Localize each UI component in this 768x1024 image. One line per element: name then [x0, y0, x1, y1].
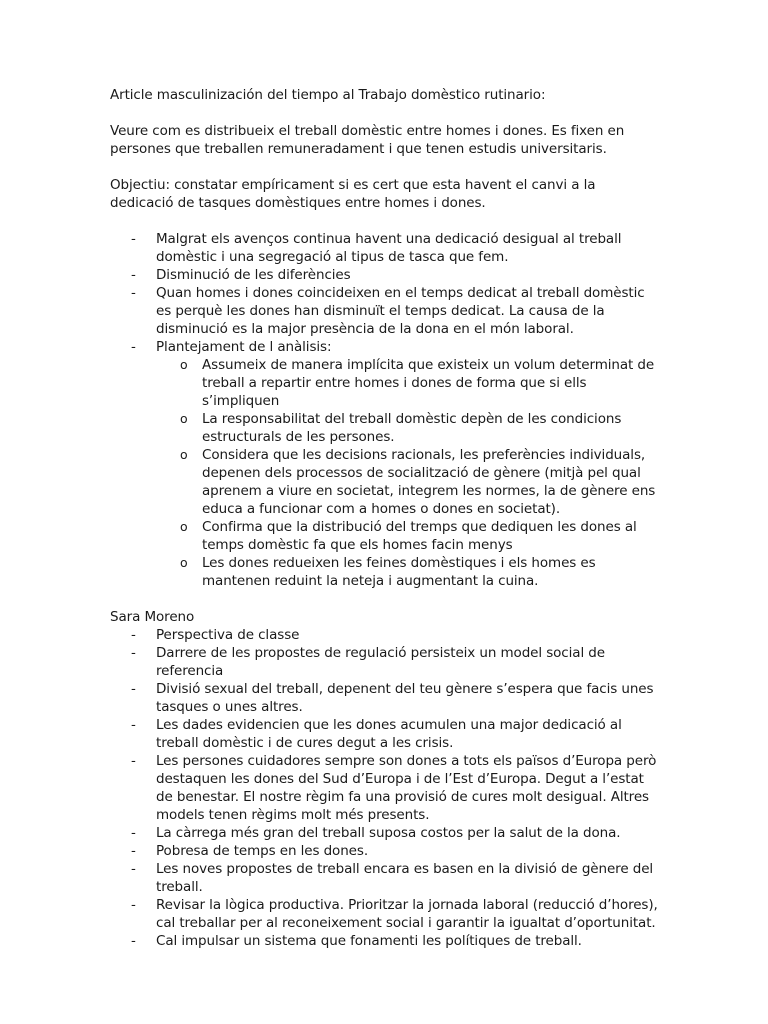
list-item-text: Darrere de les propostes de regulació persisteix un model social de referencia [156, 645, 605, 679]
list-item-text: Divisió sexual del treball, depenent del teu gènere s’espera que facis unes tasques o unes altres. [156, 681, 654, 715]
list-item-text: Les persones cuidadores sempre son dones a tots els països d’Europa però destaquen les dones del Sud d’Europa i de l’Est d’Europa. Degut a l’estat de benestar. El nostre règim fa una provisió de cures molt desigual. Altres models tenen règims molt més presents. [156, 753, 657, 823]
dash-bullet: - [131, 231, 136, 247]
list-item-text: Les noves propostes de treball encara es basen en la divisió de gènere del treball. [156, 861, 654, 895]
sub-list-item-text: La responsabilitat del treball domèstic depèn de les condicions estructurals de les persones. [202, 411, 622, 445]
dash-bullet: - [131, 267, 136, 283]
list-item [110, 626, 662, 644]
sub-list-item [156, 356, 662, 410]
list-item [110, 230, 662, 266]
circle-bullet: o [180, 519, 188, 534]
sub-list-item-text: Confirma que la distribució del tremps que dediquen les dones al temps domèstic fa que els homes facin menys [202, 519, 637, 553]
circle-bullet: o [180, 357, 188, 372]
sub-list-item-text: Considera que les decisions racionals, les preferències individuals, depenen dels processos de socialització de gènere (mitjà pel qual aprenem a viure en societat, integrem les normes, la de gènere ens educa a funcionar com a homes o dones en societat). [202, 447, 656, 517]
list-item [110, 284, 662, 338]
list-item-text: Revisar la lògica productiva. Prioritzar la jornada laboral (reducció d’hores), cal treballar per al reconeixement social i garantir la igualtat d’oportunitat. [156, 897, 658, 931]
sub-list-item-text: Les dones redueixen les feines domèstiques i els homes es mantenen reduint la neteja i augmentant la cuina. [202, 555, 596, 589]
list-item-text: Disminució de les diferències [156, 267, 351, 283]
list-item [110, 338, 662, 590]
list-item [110, 716, 662, 752]
list-item-text: Malgrat els avenços continua havent una dedicació desigual al treball domèstic i una segregació al tipus de tasca que fem. [156, 231, 622, 265]
dash-bullet: - [131, 933, 136, 949]
list-item [110, 824, 662, 842]
dash-bullet: - [131, 897, 136, 913]
section-heading: Sara Moreno [110, 609, 195, 625]
circle-bullet: o [180, 411, 188, 426]
list-item [110, 860, 662, 896]
sub-list-item [156, 410, 662, 446]
dash-bullet: - [131, 339, 136, 355]
list-item [110, 896, 662, 932]
sub-list-item [156, 554, 662, 590]
dash-bullet: - [131, 645, 136, 661]
dash-bullet: - [131, 861, 136, 877]
list-item-text: Cal impulsar un sistema que fonamenti les polítiques de treball. [156, 933, 582, 949]
list-item [110, 842, 662, 860]
list-item-text: Les dades evidencien que les dones acumulen una major dedicació al treball domèstic i de cures degut a les crisis. [156, 717, 622, 751]
section2-list [110, 626, 662, 950]
section1-list [110, 230, 662, 590]
sub-list-item-text: Assumeix de manera implícita que existeix un volum determinat de treball a repartir entre homes i dones de forma que si ells s’impliquen [202, 357, 655, 409]
list-item [110, 752, 662, 824]
list-item [110, 266, 662, 284]
section-spacer [110, 590, 662, 608]
sub-list-item [156, 518, 662, 554]
list-item-text: Perspectiva de classe [156, 627, 300, 643]
sub-list-item [156, 446, 662, 518]
list-item [110, 644, 662, 680]
document-title: Article masculinización del tiempo al Trabajo domèstico rutinario: [110, 87, 546, 103]
dash-bullet: - [131, 753, 136, 769]
list-item-text: Pobresa de temps en les dones. [156, 843, 369, 859]
dash-bullet: - [131, 627, 136, 643]
circle-bullet: o [180, 555, 188, 570]
circle-bullet: o [180, 447, 188, 462]
dash-bullet: - [131, 843, 136, 859]
intro-paragraph: Veure com es distribueix el treball domèstic entre homes i dones. Es fixen en persones que treballen remuneradament i que tenen estudis universitaris. [110, 123, 625, 157]
document-page [110, 86, 662, 950]
dash-bullet: - [131, 681, 136, 697]
list-item-text: Quan homes i dones coincideixen en el temps dedicat al treball domèstic es perquè les dones han disminuït el temps dedicat. La causa de la disminució es la major presència de la dona en el món laboral. [156, 285, 645, 337]
dash-bullet: - [131, 825, 136, 841]
list-item-text: Plantejament de l anàlisis: [156, 339, 332, 355]
dash-bullet: - [131, 285, 136, 301]
list-item [110, 680, 662, 716]
list-item [110, 932, 662, 950]
list-item-text: La càrrega més gran del treball suposa costos per la salut de la dona. [156, 825, 621, 841]
analysis-sublist [156, 356, 662, 590]
objective-paragraph: Objectiu: constatar empíricament si es cert que esta havent el canvi a la dedicació de tasques domèstiques entre homes i dones. [110, 177, 596, 211]
dash-bullet: - [131, 717, 136, 733]
